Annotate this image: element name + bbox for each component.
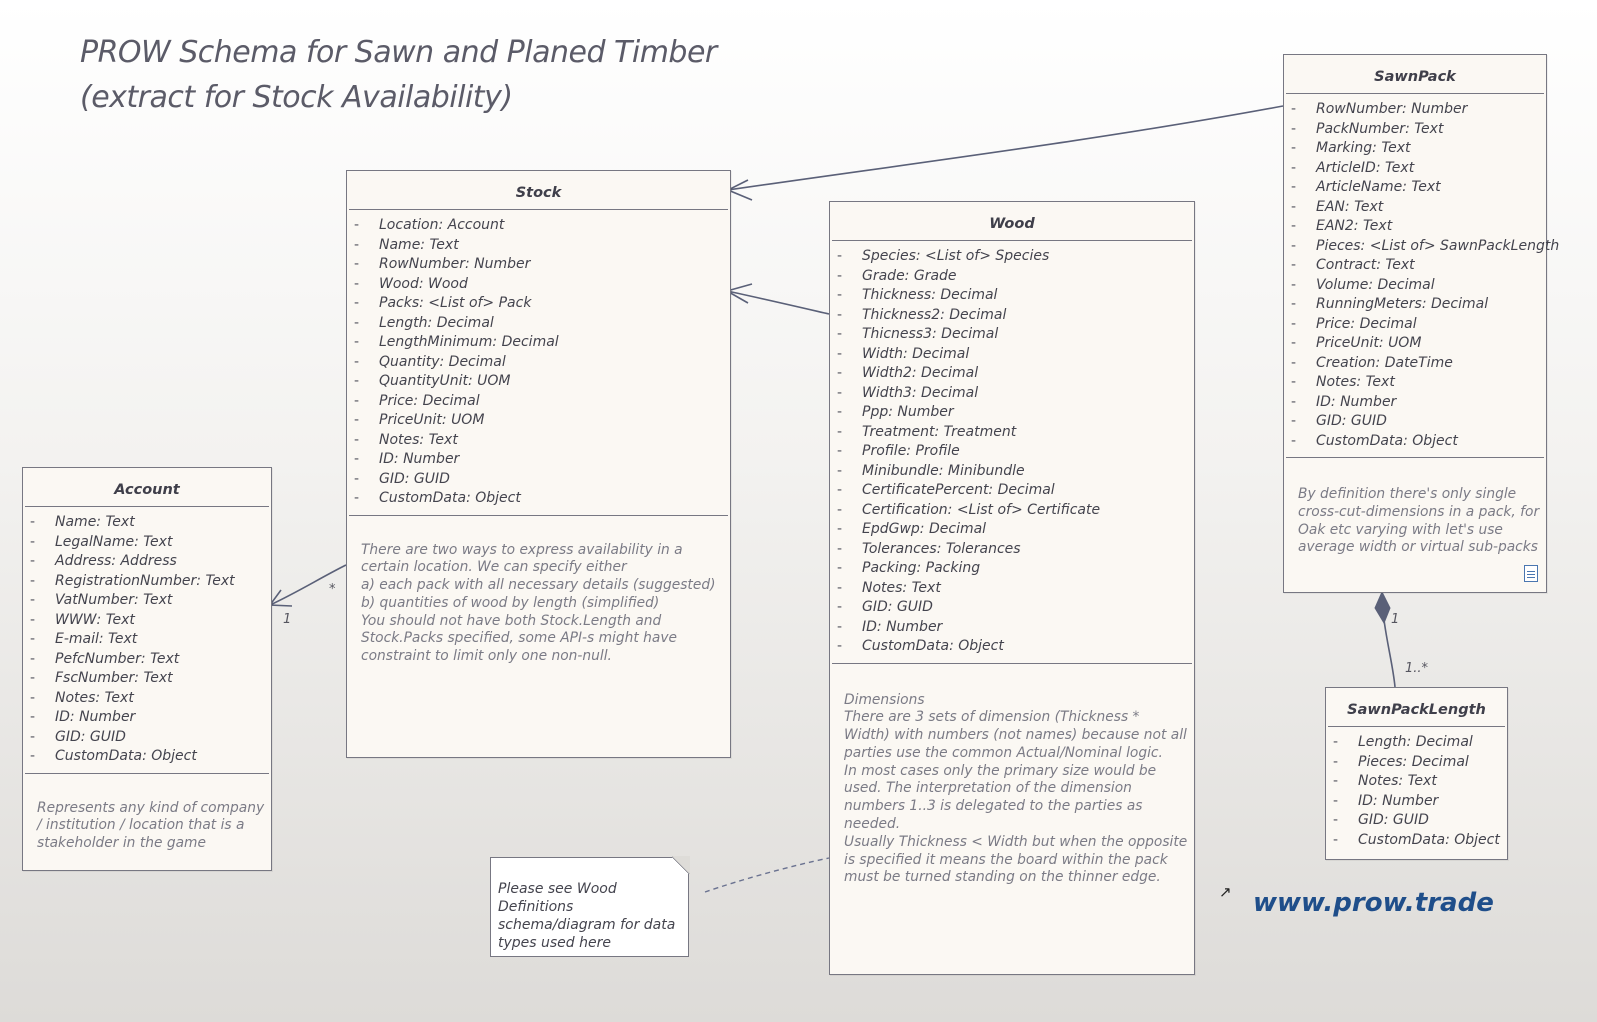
- field-bullet: -: [30, 572, 36, 589]
- field-bullet: -: [1291, 374, 1297, 390]
- page-title: [80, 30, 717, 120]
- field-bullet: -: [1291, 179, 1297, 195]
- field-row: [830, 267, 1194, 287]
- sawnpack-stock-link: [728, 106, 1283, 190]
- field-text: Creation: DateTime: [1316, 354, 1453, 371]
- comment-text: Please see Wood Definitions schema/diagram for data types used here: [498, 881, 676, 951]
- field-text: CustomData: Object: [862, 638, 1004, 654]
- field-row: [830, 579, 1194, 599]
- field-text: EpdGwp: Decimal: [862, 521, 987, 537]
- field-bullet: -: [1291, 218, 1297, 234]
- field-row: [1284, 334, 1546, 354]
- field-text: Marking: Text: [1316, 140, 1411, 156]
- field-bullet: -: [1333, 753, 1339, 770]
- field-bullet: -: [30, 728, 36, 745]
- field-text: CustomData: Object: [1316, 432, 1458, 449]
- field-text: Thickness2: Decimal: [862, 306, 1007, 323]
- field-text: RunningMeters: Decimal: [1316, 296, 1489, 312]
- field-text: EAN2: Text: [1316, 218, 1393, 234]
- field-bullet: -: [30, 709, 36, 725]
- field-row: [830, 442, 1194, 462]
- field-row: [347, 450, 730, 470]
- field-text: CustomData: Object: [1358, 831, 1500, 848]
- field-text: Notes: Text: [1316, 374, 1395, 390]
- field-bullet: -: [1291, 120, 1297, 137]
- field-text: Address: Address: [55, 553, 177, 569]
- field-row: [1284, 315, 1546, 335]
- external-link-icon[interactable]: ↗: [1219, 883, 1232, 901]
- field-text: RegistrationNumber: Text: [55, 572, 235, 589]
- field-row: [830, 403, 1194, 423]
- field-row: [1284, 237, 1560, 257]
- field-text: ArticleName: Text: [1316, 179, 1441, 195]
- field-text: PriceUnit: UOM: [1316, 335, 1422, 351]
- account-field-list: [23, 507, 271, 773]
- field-bullet: -: [1291, 413, 1297, 429]
- field-text: Certification: <List of> Certificate: [862, 501, 1101, 518]
- field-text: Pieces: Decimal: [1358, 753, 1469, 770]
- field-text: Pieces: <List of> SawnPackLength: [1316, 237, 1560, 254]
- field-row: [830, 637, 1194, 657]
- field-text: LegalName: Text: [55, 533, 173, 550]
- field-bullet: -: [354, 217, 360, 233]
- field-text: LengthMinimum: Decimal: [379, 334, 559, 350]
- field-row: [830, 423, 1194, 443]
- field-row: [347, 275, 730, 295]
- field-bullet: -: [354, 490, 360, 506]
- sawnpacklength-field-list: [1326, 727, 1507, 856]
- field-text: Name: Text: [55, 514, 135, 530]
- field-bullet: -: [354, 314, 360, 331]
- field-bullet: -: [1291, 276, 1297, 293]
- field-bullet: -: [30, 514, 36, 530]
- stock-note: There are two ways to express availability in a certain location. We can specify either a) each pack with all necessary details (suggested) b) quantities of wood by length (simplified) You should not have both Stock.Length and Stock.Packs specified, some API-s might have constraint to limit only one non-null.: [361, 541, 716, 665]
- field-text: Width3: Decimal: [862, 384, 979, 401]
- field-bullet: -: [1291, 257, 1297, 273]
- field-row: [23, 611, 271, 631]
- field-bullet: -: [30, 748, 36, 764]
- field-row: [23, 747, 271, 767]
- field-row: [347, 333, 730, 353]
- field-bullet: -: [1291, 315, 1297, 332]
- field-bullet: -: [354, 334, 360, 350]
- field-text: Length: Decimal: [1358, 734, 1473, 750]
- field-bullet: -: [1291, 101, 1297, 117]
- field-text: Quantity: Decimal: [379, 353, 506, 370]
- field-row: [830, 501, 1194, 521]
- field-row: [830, 364, 1194, 384]
- field-row: [347, 216, 730, 236]
- field-text: Tolerances: Tolerances: [862, 540, 1021, 557]
- field-row: [830, 540, 1194, 560]
- class-name-sawnpacklength: SawnPackLength: [1347, 702, 1486, 718]
- field-row: [347, 255, 730, 275]
- class-name-stock: Stock: [515, 185, 562, 201]
- field-bullet: -: [354, 451, 360, 467]
- field-row: [830, 618, 1194, 638]
- field-text: PefcNumber: Text: [55, 650, 180, 667]
- field-bullet: -: [30, 553, 36, 569]
- field-bullet: -: [837, 462, 843, 479]
- field-bullet: -: [30, 670, 36, 686]
- field-row: [347, 236, 730, 256]
- field-bullet: -: [30, 689, 36, 706]
- field-row: [1284, 295, 1546, 315]
- field-row: [1326, 733, 1507, 753]
- sawnpack-class-box[interactable]: [1283, 54, 1560, 593]
- wood-stock-link: [727, 291, 829, 314]
- field-text: GID: GUID: [379, 470, 450, 487]
- field-bullet: -: [837, 482, 843, 498]
- field-bullet: -: [837, 365, 843, 381]
- field-row: [1284, 373, 1546, 393]
- class-name-wood: Wood: [989, 216, 1035, 232]
- wood-field-list: [830, 241, 1194, 663]
- field-row: [347, 411, 730, 431]
- document-icon[interactable]: [1524, 565, 1538, 582]
- field-text: Price: Decimal: [379, 392, 480, 409]
- note-fold: [672, 856, 690, 874]
- field-bullet: -: [30, 650, 36, 667]
- class-name-sawnpack: SawnPack: [1374, 69, 1456, 85]
- field-row: [830, 462, 1194, 482]
- field-text: GID: GUID: [55, 728, 126, 745]
- stock-field-list: [347, 210, 730, 515]
- field-bullet: -: [354, 275, 360, 292]
- field-text: Packing: Packing: [862, 560, 981, 576]
- field-row: [1284, 393, 1546, 413]
- field-text: Notes: Text: [55, 689, 134, 706]
- field-bullet: -: [837, 599, 843, 615]
- field-bullet: -: [1291, 296, 1297, 312]
- composition-diamond: [1375, 592, 1390, 623]
- field-bullet: -: [837, 521, 843, 537]
- field-bullet: -: [837, 423, 843, 440]
- field-row: [347, 372, 730, 392]
- field-bullet: -: [354, 412, 360, 428]
- field-bullet: -: [354, 256, 360, 272]
- title-line-1: PROW Schema for Sawn and Planed Timber: [80, 35, 717, 70]
- field-row: [1284, 354, 1546, 374]
- field-bullet: -: [837, 287, 843, 303]
- field-row: [1326, 792, 1507, 812]
- field-text: PriceUnit: UOM: [379, 412, 485, 428]
- comment-note[interactable]: [490, 857, 689, 957]
- field-text: E-mail: Text: [55, 631, 138, 647]
- field-bullet: -: [1291, 140, 1297, 156]
- wood-class-box[interactable]: [829, 201, 1195, 975]
- field-row: [1326, 811, 1507, 831]
- field-bullet: -: [837, 443, 843, 459]
- field-row: [830, 345, 1194, 365]
- field-bullet: -: [30, 592, 36, 608]
- field-row: [830, 247, 1194, 267]
- field-row: [23, 513, 271, 533]
- field-text: Treatment: Treatment: [862, 423, 1017, 440]
- field-row: [1284, 120, 1546, 140]
- field-text: CertificatePercent: Decimal: [862, 482, 1055, 498]
- field-bullet: -: [837, 404, 843, 420]
- field-row: [1284, 217, 1546, 237]
- field-text: Species: <List of> Species: [862, 248, 1050, 264]
- field-bullet: -: [1291, 198, 1297, 215]
- field-row: [830, 384, 1194, 404]
- field-bullet: -: [837, 579, 843, 596]
- field-text: Minibundle: Minibundle: [862, 462, 1025, 479]
- field-row: [1284, 432, 1546, 452]
- field-row: [347, 314, 730, 334]
- field-text: Notes: Text: [862, 579, 941, 596]
- multiplicity-pack-one: 1: [1391, 612, 1400, 627]
- field-bullet: -: [30, 611, 36, 628]
- field-bullet: -: [1291, 354, 1297, 371]
- stock-class-box[interactable]: [346, 170, 731, 758]
- field-bullet: -: [837, 306, 843, 323]
- field-row: [830, 306, 1194, 326]
- field-text: VatNumber: Text: [55, 592, 173, 608]
- comment-link: [705, 858, 829, 892]
- field-bullet: -: [837, 638, 843, 654]
- field-row: [23, 630, 271, 650]
- field-bullet: -: [1291, 159, 1297, 176]
- account-class-box[interactable]: [22, 467, 272, 871]
- field-row: [347, 294, 730, 314]
- field-bullet: -: [837, 618, 843, 635]
- field-row: [23, 669, 271, 689]
- multiplicity-account-one: 1: [283, 612, 292, 627]
- field-text: CustomData: Object: [379, 490, 521, 506]
- field-text: Notes: Text: [379, 431, 458, 448]
- field-row: [1284, 100, 1546, 120]
- field-text: Length: Decimal: [379, 314, 494, 331]
- field-text: GID: GUID: [862, 599, 933, 615]
- field-bullet: -: [354, 431, 360, 448]
- sawnpack-note: By definition there's only single cross-cut-dimensions in a pack, for Oak etc varying with let's use average width or virtual sub-packs: [1298, 486, 1540, 556]
- field-text: GID: GUID: [1316, 413, 1387, 429]
- multiplicity-pack-many: 1..*: [1405, 661, 1429, 676]
- field-row: [347, 353, 730, 373]
- field-text: Ppp: Number: [862, 404, 954, 420]
- field-text: Packs: <List of> Pack: [379, 295, 532, 311]
- field-text: Width2: Decimal: [862, 365, 979, 381]
- field-bullet: -: [837, 540, 843, 557]
- field-bullet: -: [1333, 734, 1339, 750]
- field-row: [1326, 772, 1507, 792]
- field-bullet: -: [1291, 393, 1297, 410]
- field-row: [23, 572, 271, 592]
- field-text: Thicness3: Decimal: [862, 326, 999, 342]
- multiplicity-stock-many: *: [329, 582, 336, 597]
- prow-trade-link[interactable]: www.prow.trade: [1253, 888, 1494, 918]
- field-text: RowNumber: Number: [1316, 101, 1468, 117]
- field-row: [830, 598, 1194, 618]
- field-row: [23, 728, 271, 748]
- field-bullet: -: [837, 267, 843, 284]
- field-text: Width: Decimal: [862, 345, 970, 362]
- field-text: RowNumber: Number: [379, 256, 531, 272]
- field-text: ID: Number: [1316, 393, 1397, 410]
- field-bullet: -: [354, 295, 360, 311]
- field-text: Wood: Wood: [379, 275, 468, 292]
- field-row: [1326, 831, 1507, 851]
- field-row: [1284, 412, 1546, 432]
- field-bullet: -: [1333, 831, 1339, 848]
- field-row: [1284, 178, 1546, 198]
- field-text: PackNumber: Text: [1316, 120, 1444, 137]
- wood-note: Dimensions There are 3 sets of dimension (Thickness * Width) with numbers (not names) because not all parties use the common Actual/Nominal logic. In most cases only the primary size would be used. The interpretation of the dimension numbers 1..3 is delegated to the parties as needed. Usually Thickness < Width but when the opposite is specified it means the board within the pack must be turned standing on the thinner edge.: [844, 691, 1188, 886]
- field-text: ID: Number: [379, 451, 460, 467]
- field-bullet: -: [837, 248, 843, 264]
- field-row: [347, 489, 730, 509]
- field-text: ArticleID: Text: [1316, 159, 1415, 176]
- field-text: Thickness: Decimal: [862, 287, 998, 303]
- field-text: WWW: Text: [55, 611, 135, 628]
- sawnpack-field-list: [1284, 94, 1560, 457]
- field-row: [1284, 256, 1546, 276]
- field-bullet: -: [354, 470, 360, 487]
- field-bullet: -: [1291, 335, 1297, 351]
- field-row: [1284, 276, 1546, 296]
- field-row: [1284, 159, 1546, 179]
- field-text: Location: Account: [379, 217, 505, 233]
- field-text: FscNumber: Text: [55, 670, 173, 686]
- field-row: [830, 520, 1194, 540]
- account-note: Represents any kind of company / institution / location that is a stakeholder in the game: [37, 799, 265, 852]
- field-row: [347, 470, 730, 490]
- field-text: Profile: Profile: [862, 443, 960, 459]
- field-text: Grade: Grade: [862, 267, 957, 284]
- field-row: [23, 591, 271, 611]
- field-row: [830, 559, 1194, 579]
- field-text: Price: Decimal: [1316, 315, 1417, 332]
- field-text: ID: Number: [1358, 792, 1439, 809]
- sawnpacklength-class-box[interactable]: [1325, 687, 1508, 860]
- field-text: ID: Number: [862, 618, 943, 635]
- field-text: Name: Text: [379, 236, 459, 253]
- field-bullet: -: [837, 501, 843, 518]
- field-row: [23, 689, 271, 709]
- field-bullet: -: [1291, 237, 1297, 254]
- field-row: [1284, 198, 1546, 218]
- field-bullet: -: [1333, 812, 1339, 828]
- class-name-account: Account: [114, 482, 180, 498]
- field-bullet: -: [1333, 773, 1339, 789]
- field-bullet: -: [1333, 792, 1339, 809]
- field-text: ID: Number: [55, 709, 136, 725]
- field-bullet: -: [837, 345, 843, 362]
- field-bullet: -: [354, 392, 360, 409]
- field-text: QuantityUnit: UOM: [379, 373, 511, 389]
- field-row: [1284, 139, 1546, 159]
- field-row: [347, 431, 730, 451]
- field-row: [23, 533, 271, 553]
- title-line-2: (extract for Stock Availability): [80, 80, 513, 115]
- field-row: [23, 650, 271, 670]
- field-bullet: -: [837, 326, 843, 342]
- field-bullet: -: [354, 236, 360, 253]
- field-row: [347, 392, 730, 412]
- field-row: [830, 481, 1194, 501]
- field-row: [830, 286, 1194, 306]
- field-text: EAN: Text: [1316, 198, 1384, 215]
- field-bullet: -: [1291, 432, 1297, 449]
- field-bullet: -: [837, 384, 843, 401]
- field-text: CustomData: Object: [55, 748, 197, 764]
- field-bullet: -: [30, 533, 36, 550]
- field-bullet: -: [837, 560, 843, 576]
- field-text: Notes: Text: [1358, 773, 1437, 789]
- field-text: GID: GUID: [1358, 812, 1429, 828]
- field-bullet: -: [354, 373, 360, 389]
- field-row: [830, 325, 1194, 345]
- field-row: [23, 552, 271, 572]
- field-text: Contract: Text: [1316, 257, 1415, 273]
- field-bullet: -: [30, 631, 36, 647]
- field-row: [1326, 753, 1507, 773]
- field-row: [23, 708, 271, 728]
- field-text: Volume: Decimal: [1316, 276, 1435, 293]
- field-bullet: -: [354, 353, 360, 370]
